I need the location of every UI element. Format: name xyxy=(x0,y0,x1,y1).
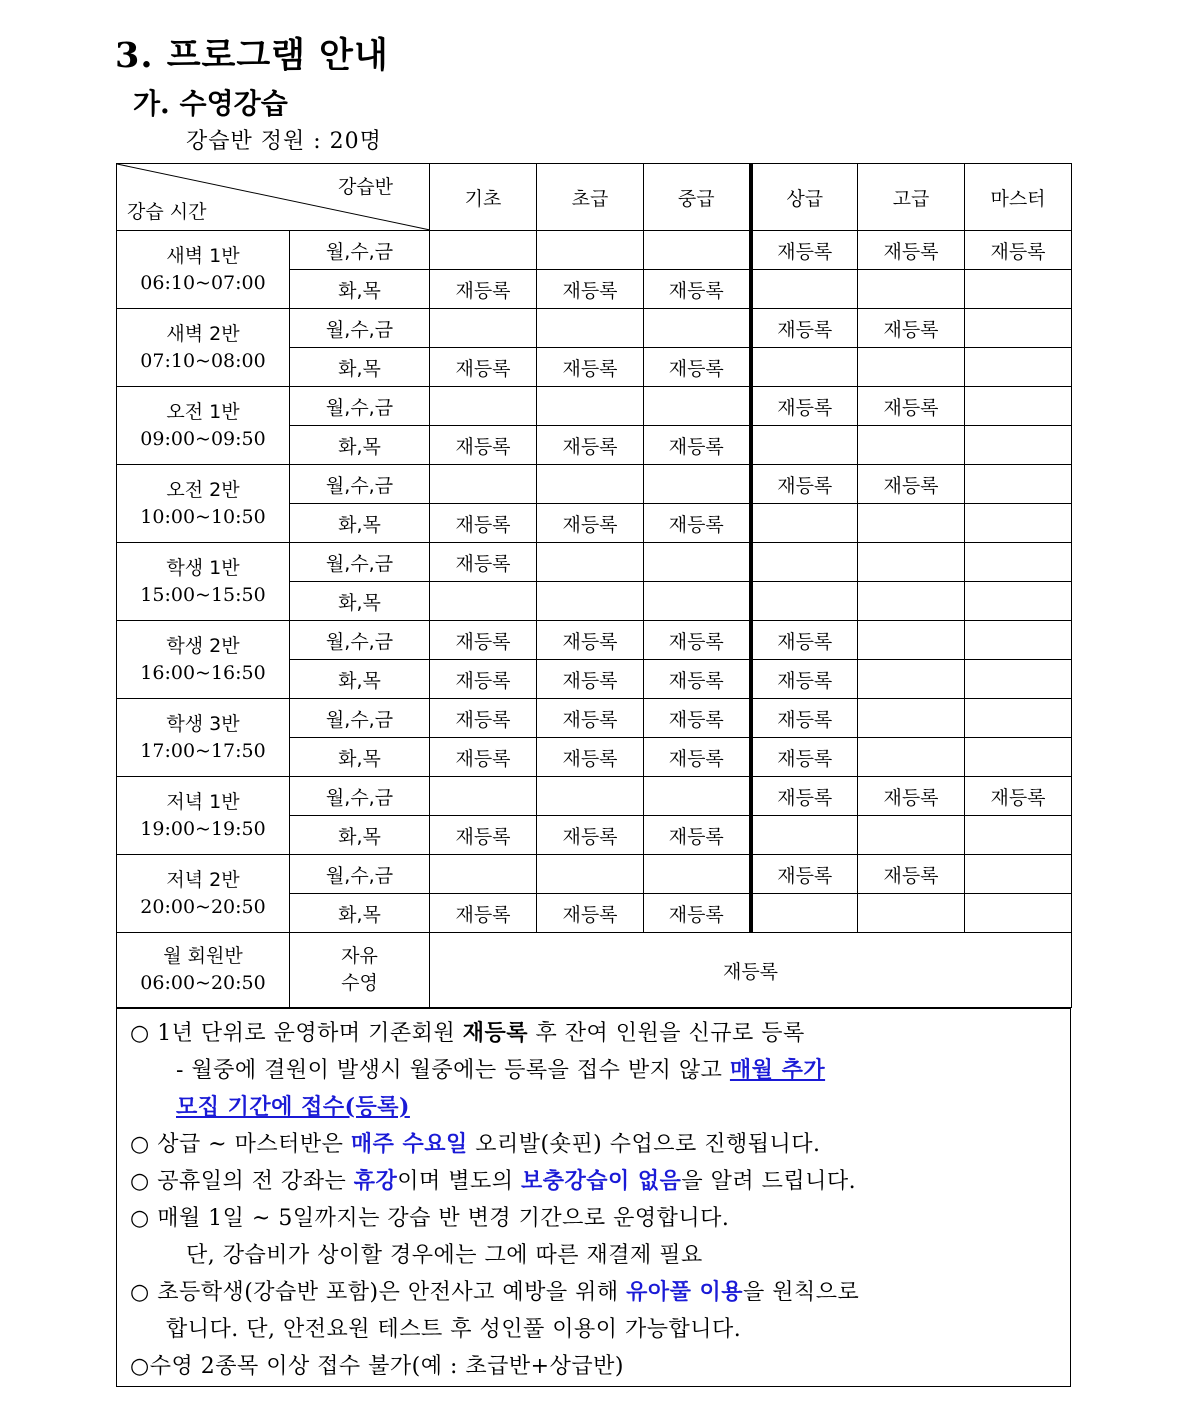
status-cell xyxy=(751,543,858,582)
status-cell: 재등록 xyxy=(644,894,751,933)
time-slot-cell xyxy=(117,699,290,777)
status-cell: 재등록 xyxy=(430,426,537,465)
status-cell xyxy=(751,426,858,465)
status-cell: 재등록 xyxy=(751,231,858,270)
level-header: 기초 xyxy=(430,164,537,231)
monthly-row xyxy=(117,933,1072,1008)
table-row xyxy=(117,855,1072,894)
status-cell xyxy=(965,465,1072,504)
corner-label-class: 강습반 xyxy=(337,176,393,198)
slot-time: 10:00~10:50 xyxy=(140,505,266,528)
status-cell xyxy=(965,621,1072,660)
time-slot-cell xyxy=(117,387,290,465)
status-cell xyxy=(430,855,537,894)
status-cell: 재등록 xyxy=(644,738,751,777)
slot-time: 20:00~20:50 xyxy=(140,895,266,918)
status-cell xyxy=(751,816,858,855)
level-header: 고급 xyxy=(858,164,965,231)
status-cell xyxy=(430,582,537,621)
status-cell: 재등록 xyxy=(751,855,858,894)
slot-name: 저녁 1반 xyxy=(166,790,240,813)
slot-name: 학생 3반 xyxy=(166,712,240,735)
days-cell: 월,수,금 xyxy=(290,777,430,816)
days-cell: 화,목 xyxy=(290,660,430,699)
status-cell: 재등록 xyxy=(644,660,751,699)
status-cell xyxy=(537,582,644,621)
time-slot-cell xyxy=(117,855,290,933)
days-cell: 화,목 xyxy=(290,582,430,621)
time-slot-cell xyxy=(117,621,290,699)
status-cell xyxy=(858,660,965,699)
status-cell: 재등록 xyxy=(430,504,537,543)
status-cell xyxy=(430,231,537,270)
slot-time: 09:00~09:50 xyxy=(140,427,266,450)
status-cell: 재등록 xyxy=(751,621,858,660)
status-cell xyxy=(965,387,1072,426)
status-cell xyxy=(537,387,644,426)
status-cell: 재등록 xyxy=(537,738,644,777)
time-slot-cell xyxy=(117,543,290,621)
slot-name: 월 회원반 xyxy=(163,945,243,967)
status-cell: 재등록 xyxy=(430,699,537,738)
status-cell xyxy=(751,270,858,309)
monthly-status-cell: 재등록 xyxy=(430,933,1072,1008)
status-cell xyxy=(430,387,537,426)
status-cell xyxy=(430,777,537,816)
status-cell: 재등록 xyxy=(644,426,751,465)
slot-time: 16:00~16:50 xyxy=(140,661,266,684)
status-cell xyxy=(858,738,965,777)
time-slot-cell xyxy=(117,309,290,387)
status-cell xyxy=(858,816,965,855)
time-slot-cell xyxy=(117,231,290,309)
status-cell: 재등록 xyxy=(430,816,537,855)
table-header-row xyxy=(117,164,1072,231)
status-cell: 재등록 xyxy=(858,231,965,270)
status-cell xyxy=(858,582,965,621)
status-cell xyxy=(965,855,1072,894)
days-cell: 화,목 xyxy=(290,348,430,387)
table-row xyxy=(117,543,1072,582)
status-cell: 재등록 xyxy=(644,699,751,738)
status-cell: 재등록 xyxy=(430,270,537,309)
status-cell xyxy=(644,465,751,504)
slot-name: 오전 2반 xyxy=(166,478,240,501)
status-cell xyxy=(858,426,965,465)
days-cell: 월,수,금 xyxy=(290,231,430,270)
days-cell: 월,수,금 xyxy=(290,543,430,582)
note-line: ○ 매월 1일 ~ 5일까지는 강습 반 변경 기간으로 운영합니다. xyxy=(130,1206,730,1231)
status-cell xyxy=(644,543,751,582)
subsection-heading: 가. 수영강습 xyxy=(133,87,288,120)
status-cell: 재등록 xyxy=(751,465,858,504)
status-cell: 재등록 xyxy=(430,660,537,699)
status-cell: 재등록 xyxy=(430,621,537,660)
note-line: ○ 초등학생(강습반 포함)은 안전사고 예방을 위해 유아풀 이용을 원칙으로 xyxy=(130,1279,860,1305)
note-line: 단, 강습비가 상이할 경우에는 그에 따른 재결제 필요 xyxy=(186,1243,703,1268)
status-cell xyxy=(858,621,965,660)
status-cell xyxy=(430,309,537,348)
status-cell: 재등록 xyxy=(858,777,965,816)
note-line: ○ 상급 ~ 마스터반은 매주 수요일 오리발(숏핀) 수업으로 진행됩니다. xyxy=(130,1131,821,1157)
status-cell: 재등록 xyxy=(644,270,751,309)
days-cell: 월,수,금 xyxy=(290,699,430,738)
note-line: ○ 공휴일의 전 강좌는 휴강이며 별도의 보충강습이 없음을 알려 드립니다. xyxy=(130,1168,857,1194)
status-cell: 재등록 xyxy=(644,504,751,543)
status-cell xyxy=(644,855,751,894)
status-cell: 재등록 xyxy=(537,426,644,465)
status-cell xyxy=(965,348,1072,387)
days-cell: 화,목 xyxy=(290,816,430,855)
corner-label-time: 강습 시간 xyxy=(127,201,207,223)
table-corner-cell xyxy=(117,164,430,231)
status-cell: 재등록 xyxy=(537,270,644,309)
slot-time: 07:10~08:00 xyxy=(140,349,266,372)
days-cell: 월,수,금 xyxy=(290,387,430,426)
status-cell xyxy=(537,855,644,894)
note-line: - 월중에 결원이 발생시 월중에는 등록을 접수 받지 않고 매월 추가 xyxy=(176,1057,826,1083)
status-cell xyxy=(644,309,751,348)
section-heading: 3. 프로그램 안내 xyxy=(115,35,389,76)
status-cell: 재등록 xyxy=(751,387,858,426)
days-cell: 화,목 xyxy=(290,270,430,309)
status-cell xyxy=(858,504,965,543)
monthly-type-line: 수영 xyxy=(341,972,378,994)
table-row xyxy=(117,621,1072,660)
status-cell xyxy=(858,270,965,309)
status-cell xyxy=(537,231,644,270)
class-capacity: 강습반 정원 : 20명 xyxy=(186,129,382,154)
slot-name: 새벽 2반 xyxy=(166,322,240,345)
level-header: 마스터 xyxy=(965,164,1072,231)
note-line: 합니다. 단, 안전요원 테스트 후 성인풀 이용이 가능합니다. xyxy=(166,1317,742,1342)
level-header: 상급 xyxy=(751,164,858,231)
status-cell: 재등록 xyxy=(751,738,858,777)
monthly-type-cell xyxy=(290,933,430,1008)
status-cell xyxy=(965,894,1072,933)
status-cell xyxy=(858,348,965,387)
status-cell: 재등록 xyxy=(858,309,965,348)
status-cell xyxy=(858,543,965,582)
status-cell: 재등록 xyxy=(858,465,965,504)
time-slot-cell xyxy=(117,777,290,855)
status-cell: 재등록 xyxy=(537,816,644,855)
status-cell xyxy=(965,504,1072,543)
status-cell: 재등록 xyxy=(965,231,1072,270)
status-cell xyxy=(751,582,858,621)
level-header: 초급 xyxy=(537,164,644,231)
days-cell: 화,목 xyxy=(290,426,430,465)
status-cell: 재등록 xyxy=(537,894,644,933)
days-cell: 월,수,금 xyxy=(290,621,430,660)
slot-time: 19:00~19:50 xyxy=(140,817,266,840)
status-cell: 재등록 xyxy=(751,777,858,816)
status-cell: 재등록 xyxy=(430,894,537,933)
status-cell: 재등록 xyxy=(537,621,644,660)
status-cell xyxy=(965,582,1072,621)
status-cell xyxy=(537,309,644,348)
note-line: ○수영 2종목 이상 접수 불가(예 : 초급반+상급반) xyxy=(130,1354,624,1379)
status-cell: 재등록 xyxy=(430,348,537,387)
status-cell xyxy=(751,504,858,543)
status-cell xyxy=(644,582,751,621)
status-cell: 재등록 xyxy=(751,309,858,348)
slot-time: 17:00~17:50 xyxy=(140,739,266,762)
status-cell: 재등록 xyxy=(965,777,1072,816)
status-cell xyxy=(644,231,751,270)
status-cell xyxy=(430,465,537,504)
status-cell xyxy=(965,816,1072,855)
status-cell xyxy=(644,777,751,816)
status-cell: 재등록 xyxy=(858,855,965,894)
table-row xyxy=(117,309,1072,348)
status-cell xyxy=(644,387,751,426)
status-cell xyxy=(537,465,644,504)
status-cell xyxy=(965,309,1072,348)
status-cell xyxy=(858,699,965,738)
slot-name: 오전 1반 xyxy=(166,400,240,423)
status-cell xyxy=(965,699,1072,738)
status-cell xyxy=(858,894,965,933)
status-cell xyxy=(965,660,1072,699)
monthly-slot-cell xyxy=(117,933,290,1008)
status-cell xyxy=(751,348,858,387)
status-cell: 재등록 xyxy=(537,348,644,387)
days-cell: 화,목 xyxy=(290,738,430,777)
table-row xyxy=(117,777,1072,816)
status-cell: 재등록 xyxy=(858,387,965,426)
status-cell: 재등록 xyxy=(751,660,858,699)
time-slot-cell xyxy=(117,465,290,543)
days-cell: 화,목 xyxy=(290,894,430,933)
status-cell xyxy=(537,543,644,582)
slot-name: 학생 1반 xyxy=(166,556,240,579)
schedule-table xyxy=(116,163,1072,1008)
days-cell: 월,수,금 xyxy=(290,855,430,894)
status-cell xyxy=(965,426,1072,465)
status-cell: 재등록 xyxy=(537,504,644,543)
slot-name: 저녁 2반 xyxy=(166,868,240,891)
monthly-type-line: 자유 xyxy=(341,945,378,967)
status-cell: 재등록 xyxy=(644,816,751,855)
status-cell: 재등록 xyxy=(644,621,751,660)
status-cell xyxy=(965,738,1072,777)
days-cell: 월,수,금 xyxy=(290,309,430,348)
slot-time: 06:10~07:00 xyxy=(140,271,266,294)
table-row xyxy=(117,231,1072,270)
status-cell: 재등록 xyxy=(430,543,537,582)
status-cell: 재등록 xyxy=(537,699,644,738)
note-line: 모집 기간에 접수(등록) xyxy=(176,1094,410,1120)
slot-time: 06:00~20:50 xyxy=(140,972,266,994)
days-cell: 화,목 xyxy=(290,504,430,543)
slot-name: 학생 2반 xyxy=(166,634,240,657)
slot-name: 새벽 1반 xyxy=(166,244,240,267)
slot-time: 15:00~15:50 xyxy=(140,583,266,606)
status-cell: 재등록 xyxy=(537,660,644,699)
status-cell xyxy=(537,777,644,816)
status-cell xyxy=(965,543,1072,582)
status-cell: 재등록 xyxy=(644,348,751,387)
table-row xyxy=(117,387,1072,426)
days-cell: 월,수,금 xyxy=(290,465,430,504)
table-row xyxy=(117,465,1072,504)
table-row xyxy=(117,699,1072,738)
status-cell: 재등록 xyxy=(751,699,858,738)
notes xyxy=(130,1015,1060,1385)
status-cell: 재등록 xyxy=(430,738,537,777)
note-line: ○ 1년 단위로 운영하며 기존회원 재등록 후 잔여 인원을 신규로 등록 xyxy=(130,1020,805,1046)
status-cell xyxy=(751,894,858,933)
status-cell xyxy=(965,270,1072,309)
level-header: 중급 xyxy=(644,164,751,231)
